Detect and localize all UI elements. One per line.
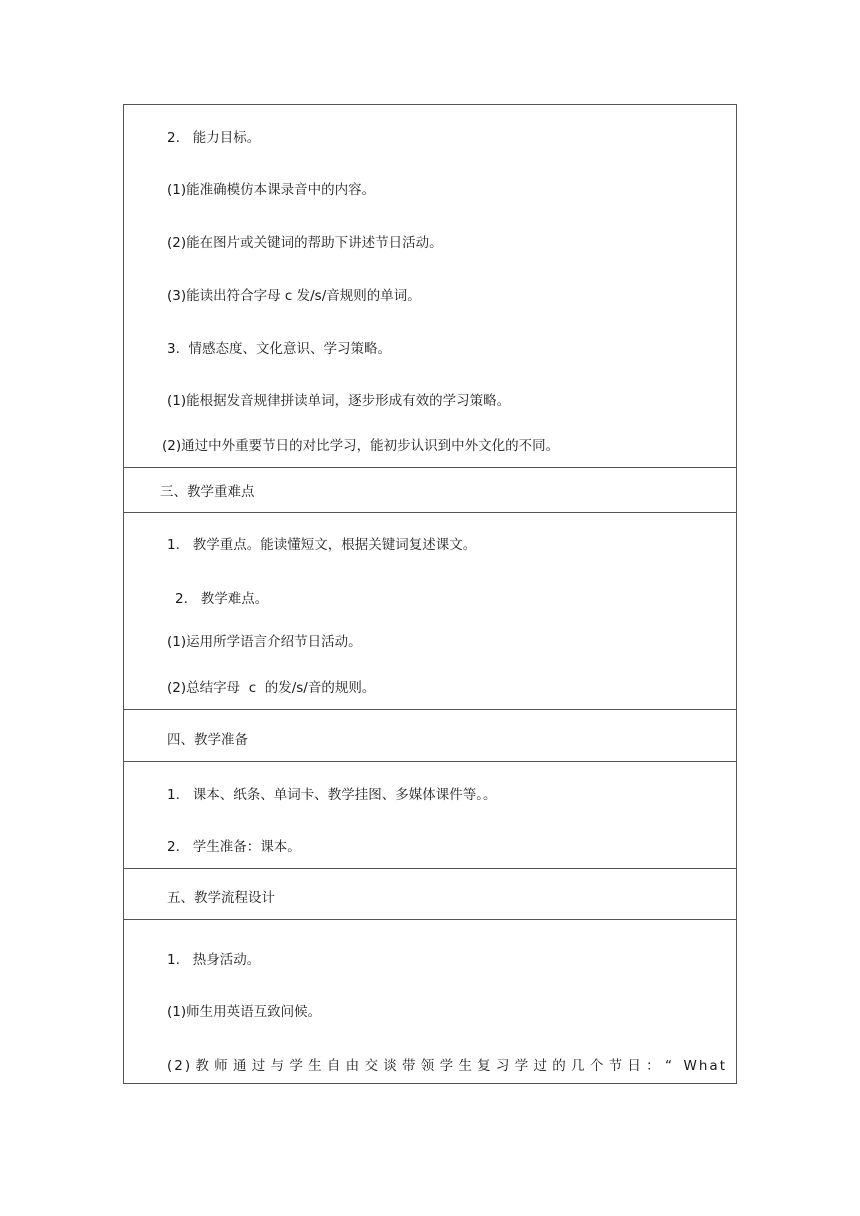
key-point-item-4: (2)总结字母 c 的发/s/音的规则。 bbox=[167, 680, 376, 696]
row-divider bbox=[124, 467, 736, 468]
row-divider bbox=[124, 709, 736, 710]
ability-goal-item-2: (2)能在图片或关键词的帮助下讲述节日活动。 bbox=[167, 235, 443, 251]
prep-heading: 四、教学准备 bbox=[167, 732, 248, 748]
ability-goal-item-1: (1)能准确模仿本课录音中的内容。 bbox=[167, 182, 376, 198]
emotion-goal-heading: 3. 情感态度、文化意识、学习策略。 bbox=[167, 341, 391, 357]
row-divider bbox=[124, 868, 736, 869]
row-divider bbox=[124, 761, 736, 762]
row-divider bbox=[124, 919, 736, 920]
emotion-goal-item-1: (1)能根据发音规律拼读单词，逐步形成有效的学习策略。 bbox=[167, 393, 511, 409]
ability-goal-item-3: (3)能读出符合字母 c 发/s/音规则的单词。 bbox=[167, 288, 421, 304]
key-point-item-2: 2. 教学难点。 bbox=[175, 591, 269, 607]
ability-goal-heading: 2. 能力目标。 bbox=[167, 130, 261, 146]
row-divider bbox=[124, 512, 736, 513]
flow-item-1: 1. 热身活动。 bbox=[167, 952, 261, 968]
flow-item-3: (2)教师通过与学生自由交谈带领学生复习学过的几个节日：“ What bbox=[167, 1058, 727, 1074]
flow-heading: 五、教学流程设计 bbox=[167, 890, 275, 906]
prep-item-2: 2. 学生准备：课本。 bbox=[167, 839, 301, 855]
key-point-item-3: (1)运用所学语言介绍节日活动。 bbox=[167, 634, 362, 650]
flow-item-2: (1)师生用英语互致问候。 bbox=[167, 1004, 322, 1020]
key-point-item-1: 1. 教学重点。能读懂短文，根据关键词复述课文。 bbox=[167, 537, 477, 553]
document-table bbox=[123, 104, 737, 1084]
emotion-goal-item-2: (2)通过中外重要节日的对比学习，能初步认识到中外文化的不同。 bbox=[162, 438, 560, 454]
prep-item-1: 1. 课本、纸条、单词卡、教学挂图、多媒体课件等。。 bbox=[167, 787, 497, 803]
key-points-heading: 三、教学重难点 bbox=[160, 484, 255, 500]
